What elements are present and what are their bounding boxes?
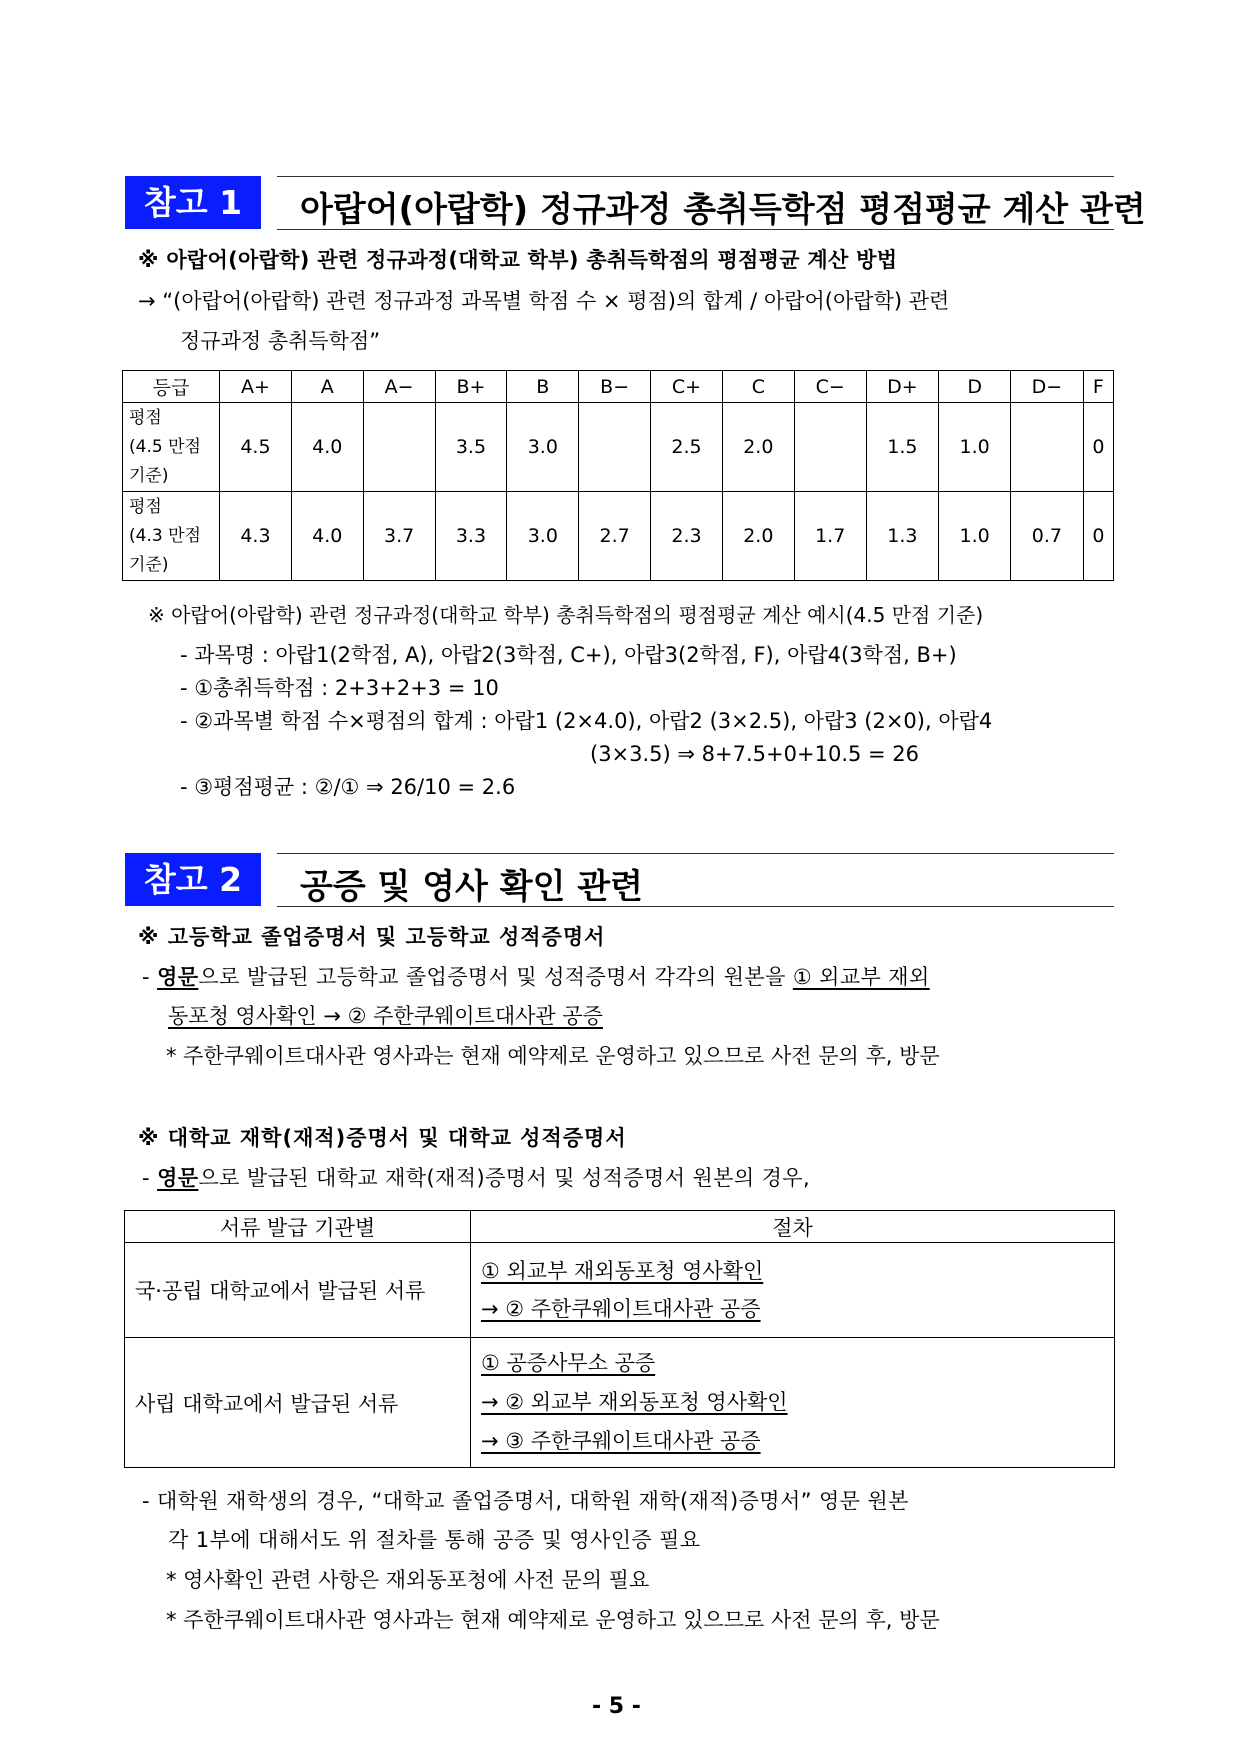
- ref1-formula-line2: 정규과정 총취득학점”: [180, 329, 381, 353]
- example-line: - ①총취득학점 : 2+3+2+3 = 10: [180, 676, 499, 700]
- grade-value: 1.0: [939, 403, 1011, 492]
- grade-cell: C: [722, 371, 794, 403]
- hs-line2: 동포청 영사확인 → ② 주한쿠웨이트대사관 공증: [168, 1004, 603, 1028]
- grade-row-label: [123, 403, 220, 492]
- grade-value: 2.0: [722, 403, 794, 492]
- hs-line1-underlined: ① 외교부 재외: [792, 965, 930, 989]
- grade-cell: C−: [794, 371, 866, 403]
- grade-value: 0.7: [1011, 492, 1084, 581]
- univ-heading: ※ 대학교 재학(재적)증명서 및 대학교 성적증명서: [138, 1126, 627, 1150]
- steps-cell: [471, 1338, 1115, 1468]
- grade-value: 1.5: [866, 403, 939, 492]
- procedure-col-issuer: 서류 발급 기관별: [125, 1211, 471, 1243]
- grade-value: [579, 403, 651, 492]
- procedure-header-row: [125, 1211, 1115, 1243]
- example-line: - 과목명 : 아랍1(2학점, A), 아랍2(3학점, C+), 아랍3(2학점, F), 아랍4(3학점, B+): [180, 643, 957, 667]
- grade-value: 1.3: [866, 492, 939, 581]
- grade-value: 3.7: [363, 492, 435, 581]
- example-line: - ②과목별 학점 수×평점의 합계 : 아랍1 (2×4.0), 아랍2 (3×2.5), 아랍3 (2×0), 아랍4: [180, 709, 993, 733]
- grade-cell: D−: [1011, 371, 1084, 403]
- issuer-cell: 국·공립 대학교에서 발급된 서류: [125, 1243, 471, 1338]
- label-line: 기준): [129, 554, 169, 575]
- hs-line1-text: 으로 발급된 고등학교 졸업증명서 및 성적증명서 각각의 원본을: [198, 965, 793, 989]
- grade-value: 0: [1083, 492, 1113, 581]
- example-line: - ③평점평균 : ②/① ⇒ 26/10 = 2.6: [180, 775, 516, 799]
- page-number: - 5 -: [592, 1694, 641, 1719]
- ref1-formula-line1: → “(아랍어(아랍학) 관련 정규과정 과목별 학점 수 × 평점)의 합계 / 아랍어(아랍학) 관련: [138, 289, 950, 313]
- grade-row-43: [123, 492, 1114, 581]
- grade-cell: F: [1083, 371, 1113, 403]
- procedure-row-private: [125, 1338, 1115, 1468]
- grade-value: 4.3: [220, 492, 292, 581]
- grade-value: 4.0: [291, 492, 363, 581]
- label-line: (4.5 만점: [129, 436, 201, 457]
- grade-value: 3.0: [507, 492, 579, 581]
- ref2-title-rule-top: [277, 853, 1114, 854]
- univ-line-text: 으로 발급된 대학교 재학(재적)증명서 및 성적증명서 원본의 경우,: [198, 1166, 811, 1190]
- grade-value: 1.0: [939, 492, 1011, 581]
- grade-cell: B+: [435, 371, 507, 403]
- note1: * 영사확인 관련 사항은 재외동포청에 사전 문의 필요: [166, 1568, 650, 1592]
- grade-row-label: [123, 492, 220, 581]
- ref2-badge: 참고 2: [125, 853, 261, 906]
- grade-cell: C+: [651, 371, 723, 403]
- procedure-col-steps: 절차: [471, 1211, 1115, 1243]
- ref1-title: 아랍어(아랍학) 정규과정 총취득학점 평점평균 계산 관련: [300, 190, 1146, 230]
- grade-value: [794, 403, 866, 492]
- grade-value: 3.5: [435, 403, 507, 492]
- grade-value: 4.5: [220, 403, 292, 492]
- steps-cell: [471, 1243, 1115, 1338]
- grade-cell: B: [507, 371, 579, 403]
- grade-cell: A: [291, 371, 363, 403]
- hs-english: 영문: [157, 965, 199, 989]
- label-line: 평점: [129, 407, 162, 428]
- hs-heading: ※ 고등학교 졸업증명서 및 고등학교 성적증명서: [138, 925, 606, 949]
- grade-value: 1.7: [794, 492, 866, 581]
- grade-value: 2.0: [722, 492, 794, 581]
- step: → ③ 주한쿠웨이트대사관 공증: [481, 1429, 761, 1453]
- ref2-title: 공증 및 영사 확인 관련: [300, 867, 643, 907]
- grade-header-label: 등급: [123, 371, 220, 403]
- grade-value: 4.0: [291, 403, 363, 492]
- procedure-table: [124, 1210, 1115, 1468]
- grade-value: [363, 403, 435, 492]
- univ-english: 영문: [157, 1166, 199, 1190]
- label-line: (4.3 만점: [129, 525, 201, 546]
- ref1-heading: ※ 아랍어(아랍학) 관련 정규과정(대학교 학부) 총취득학점의 평점평균 계산 방법: [138, 248, 898, 272]
- step: → ② 주한쿠웨이트대사관 공증: [481, 1297, 761, 1321]
- label-line: 평점: [129, 496, 162, 517]
- grad-line1: - 대학원 재학생의 경우, “대학교 졸업증명서, 대학원 재학(재적)증명서” 영문 원본: [142, 1489, 909, 1513]
- hs-dash: -: [142, 965, 158, 989]
- grade-cell: A−: [363, 371, 435, 403]
- grade-value: 2.5: [651, 403, 723, 492]
- grade-cell: D: [939, 371, 1011, 403]
- ref1-title-rule-top: [277, 176, 1114, 177]
- grade-table: [122, 370, 1114, 581]
- grade-header-row: [123, 371, 1114, 403]
- grade-cell: D+: [866, 371, 939, 403]
- grade-value: 3.0: [507, 403, 579, 492]
- label-line: 기준): [129, 465, 169, 486]
- hs-note: * 주한쿠웨이트대사관 영사과는 현재 예약제로 운영하고 있으므로 사전 문의 후, 방문: [166, 1044, 940, 1068]
- example-note: ※ 아랍어(아랍학) 관련 정규과정(대학교 학부) 총취득학점의 평점평균 계산 예시(4.5 만점 기준): [148, 603, 984, 627]
- grade-value: [1011, 403, 1084, 492]
- note2: * 주한쿠웨이트대사관 영사과는 현재 예약제로 운영하고 있으므로 사전 문의 후, 방문: [166, 1608, 940, 1632]
- hs-line1: [142, 962, 930, 992]
- grade-value: 0: [1083, 403, 1113, 492]
- grade-value: 3.3: [435, 492, 507, 581]
- grade-value: 2.3: [651, 492, 723, 581]
- grade-cell: A+: [220, 371, 292, 403]
- grade-value: 2.7: [579, 492, 651, 581]
- grad-line2: 각 1부에 대해서도 위 절차를 통해 공증 및 영사인증 필요: [168, 1528, 701, 1552]
- procedure-row-public: [125, 1243, 1115, 1338]
- step: → ② 외교부 재외동포청 영사확인: [481, 1390, 788, 1414]
- issuer-cell: 사립 대학교에서 발급된 서류: [125, 1338, 471, 1468]
- step: ① 공증사무소 공증: [481, 1351, 656, 1375]
- univ-line: [142, 1163, 810, 1193]
- grade-cell: B−: [579, 371, 651, 403]
- univ-dash: -: [142, 1166, 158, 1190]
- grade-row-45: [123, 403, 1114, 492]
- step: ① 외교부 재외동포청 영사확인: [481, 1259, 764, 1283]
- ref1-badge: 참고 1: [125, 176, 261, 229]
- example-line: (3×3.5) ⇒ 8+7.5+0+10.5 = 26: [590, 742, 920, 766]
